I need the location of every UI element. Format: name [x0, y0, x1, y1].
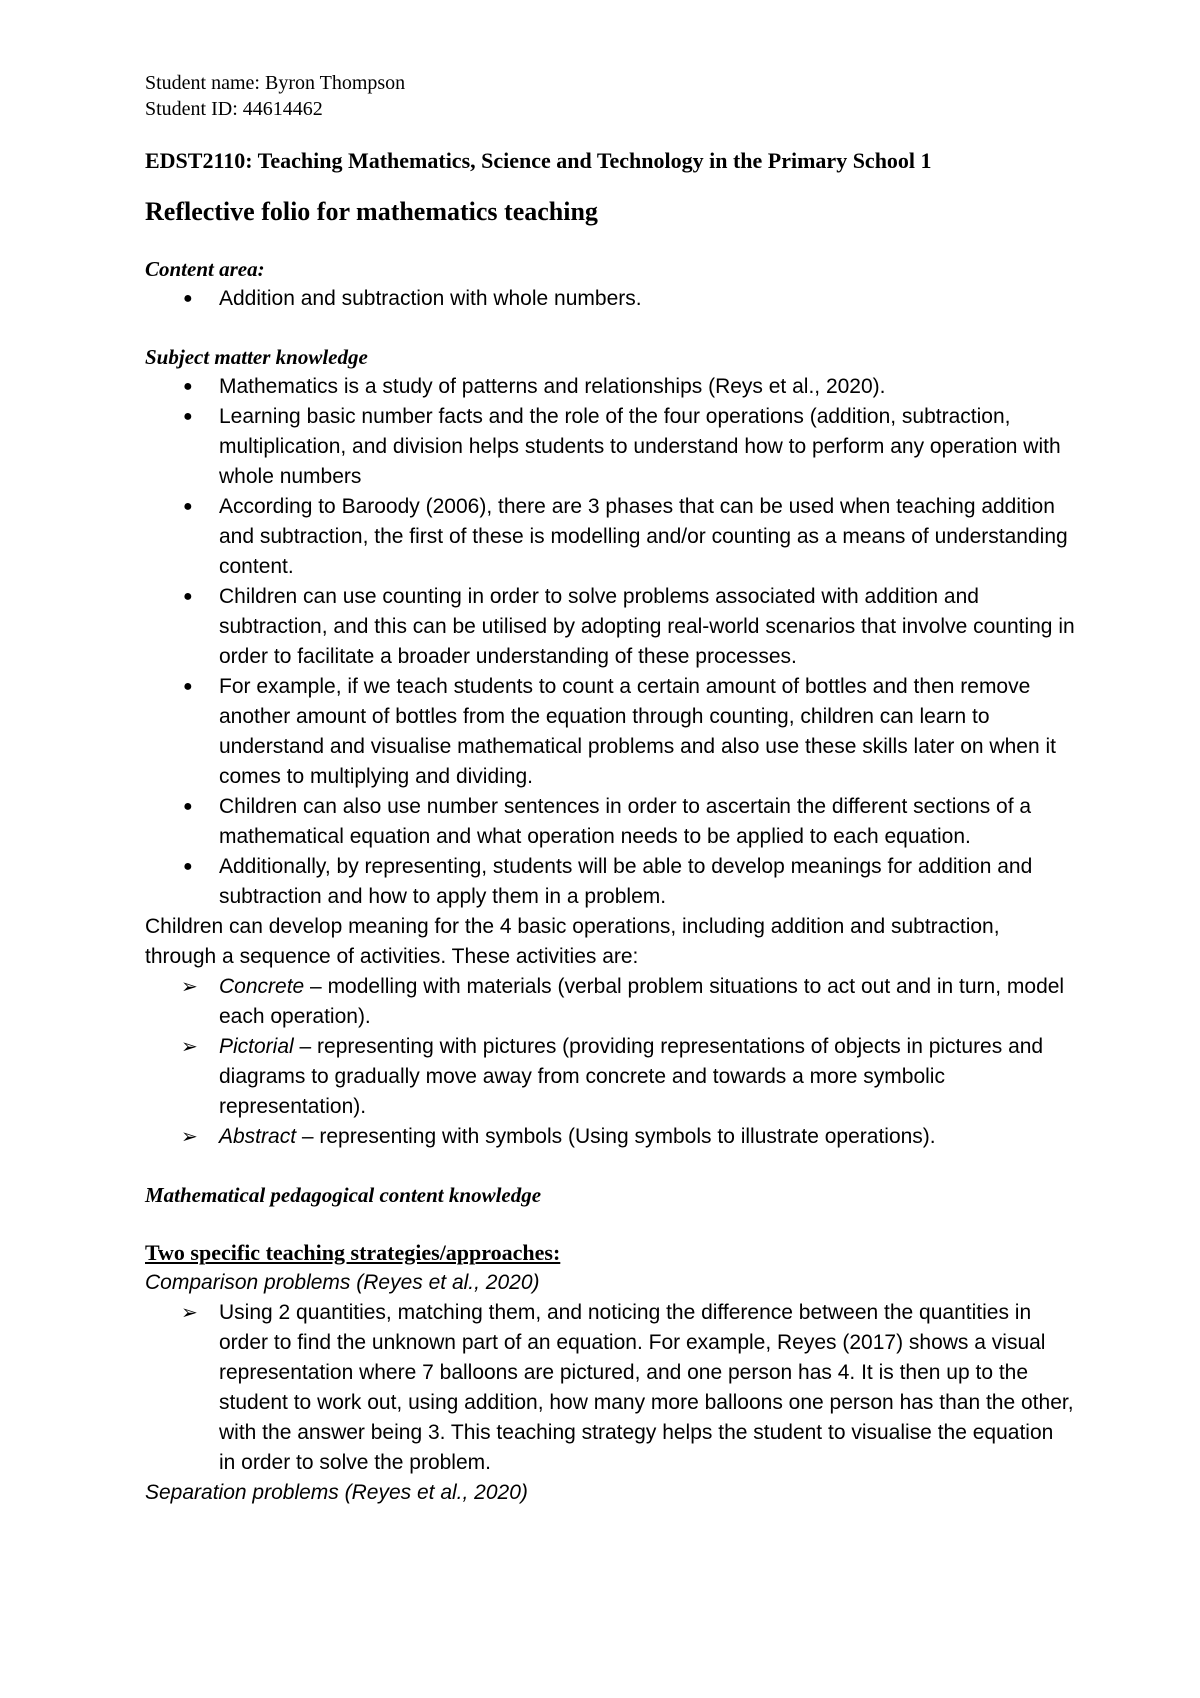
list-item-text: Using 2 quantities, matching them, and noticing the difference between the quantities in order to find the unknown part of an equation. For example, Reyes (2017) shows a visual representation where 7 balloons are pictured, and one person has 4. It is then up to the student to work out, using addition, how many more balloons one person has than the other, with the answer being 3. This teaching strategy helps the student to visualise the equation in order to solve the problem.	[219, 1301, 1074, 1474]
list-item-text: Children can also use number sentences in order to ascertain the different sections of a mathematical equation and what operation needs to be applied to each equation.	[219, 795, 1032, 848]
activity-text: – modelling with materials (verbal problem situations to act out and in turn, model each operation).	[219, 975, 1065, 1028]
content-area-heading: Content area:	[145, 257, 265, 281]
activity-text: – representing with symbols (Using symbols to illustrate operations).	[296, 1125, 936, 1148]
list-item	[145, 1032, 1075, 1122]
activity-term: Abstract	[219, 1125, 297, 1148]
bullet-icon: ●	[183, 290, 193, 307]
list-item	[145, 402, 1075, 492]
list-item	[145, 492, 1075, 582]
list-item-text: Learning basic number facts and the role of the four operations (addition, subtraction, multiplication, and division helps students to understand how to perform any operation with whole numbers	[219, 405, 1061, 488]
course-title: EDST2110: Teaching Mathematics, Science and Technology in the Primary School 1	[145, 148, 932, 173]
list-item	[145, 852, 1075, 912]
document-title: Reflective folio for mathematics teaching	[145, 197, 598, 226]
student-id: Student ID: 44614462	[145, 98, 323, 120]
activity-term: Pictorial	[219, 1035, 294, 1058]
strategies-heading: Two specific teaching strategies/approaches:	[145, 1240, 561, 1265]
list-item-text: Mathematics is a study of patterns and relationships (Reys et al., 2020).	[219, 375, 886, 398]
list-item-text: For example, if we teach students to count a certain amount of bottles and then remove another amount of bottles from the equation through counting, children can learn to understand and visualise mathematical problems and also use these skills later on when it comes to multiplying and dividing.	[219, 675, 1056, 788]
comparison-list	[145, 1298, 1075, 1478]
list-item	[145, 672, 1075, 792]
arrow-bullet-icon: ➢	[181, 1126, 198, 1148]
bullet-icon: ●	[183, 378, 193, 395]
bullet-icon: ●	[183, 498, 193, 515]
list-item-text: Addition and subtraction with whole numbers.	[219, 287, 642, 310]
list-item	[145, 582, 1075, 672]
arrow-bullet-icon: ➢	[181, 976, 198, 998]
pedagogical-heading: Mathematical pedagogical content knowledge	[145, 1183, 542, 1207]
list-item-text: Children can use counting in order to solve problems associated with addition and subtraction, and this can be utilised by adopting real-world scenarios that involve counting in order to facilitate a broader understanding of these processes.	[219, 585, 1075, 668]
list-item	[145, 1122, 1075, 1152]
bullet-icon: ●	[183, 588, 193, 605]
arrow-bullet-icon: ➢	[181, 1302, 198, 1324]
activity-text: – representing with pictures (providing representations of objects in pictures and diagrams to gradually move away from concrete and towards a more symbolic representation).	[219, 1035, 1044, 1118]
arrow-bullet-icon: ➢	[181, 1036, 198, 1058]
activity-term: Concrete	[219, 975, 305, 998]
content-area-list	[145, 284, 1075, 314]
separation-problems-heading: Separation problems (Reyes et al., 2020)	[145, 1481, 528, 1504]
bullet-icon: ●	[183, 858, 193, 875]
list-item	[145, 972, 1075, 1032]
comparison-problems-heading: Comparison problems (Reyes et al., 2020)	[145, 1271, 540, 1294]
list-item	[145, 1298, 1075, 1478]
list-item	[145, 284, 1075, 314]
student-name: Student name: Byron Thompson	[145, 72, 406, 94]
list-item-text: According to Baroody (2006), there are 3 phases that can be used when teaching addition and subtraction, the first of these is modelling and/or counting as a means of understanding content.	[219, 495, 1068, 578]
bullet-icon: ●	[183, 678, 193, 695]
activities-list	[145, 972, 1075, 1152]
bullet-icon: ●	[183, 798, 193, 815]
activities-intro-paragraph: Children can develop meaning for the 4 basic operations, including addition and subtraction, through a sequence of activities. These activities are:	[145, 915, 1000, 968]
subject-knowledge-list	[145, 372, 1075, 912]
subject-knowledge-heading: Subject matter knowledge	[145, 345, 368, 369]
document-page	[145, 70, 1075, 1508]
bullet-icon: ●	[183, 408, 193, 425]
list-item	[145, 792, 1075, 852]
list-item	[145, 372, 1075, 402]
list-item-text: Additionally, by representing, students will be able to develop meanings for addition and subtraction and how to apply them in a problem.	[219, 855, 1033, 908]
